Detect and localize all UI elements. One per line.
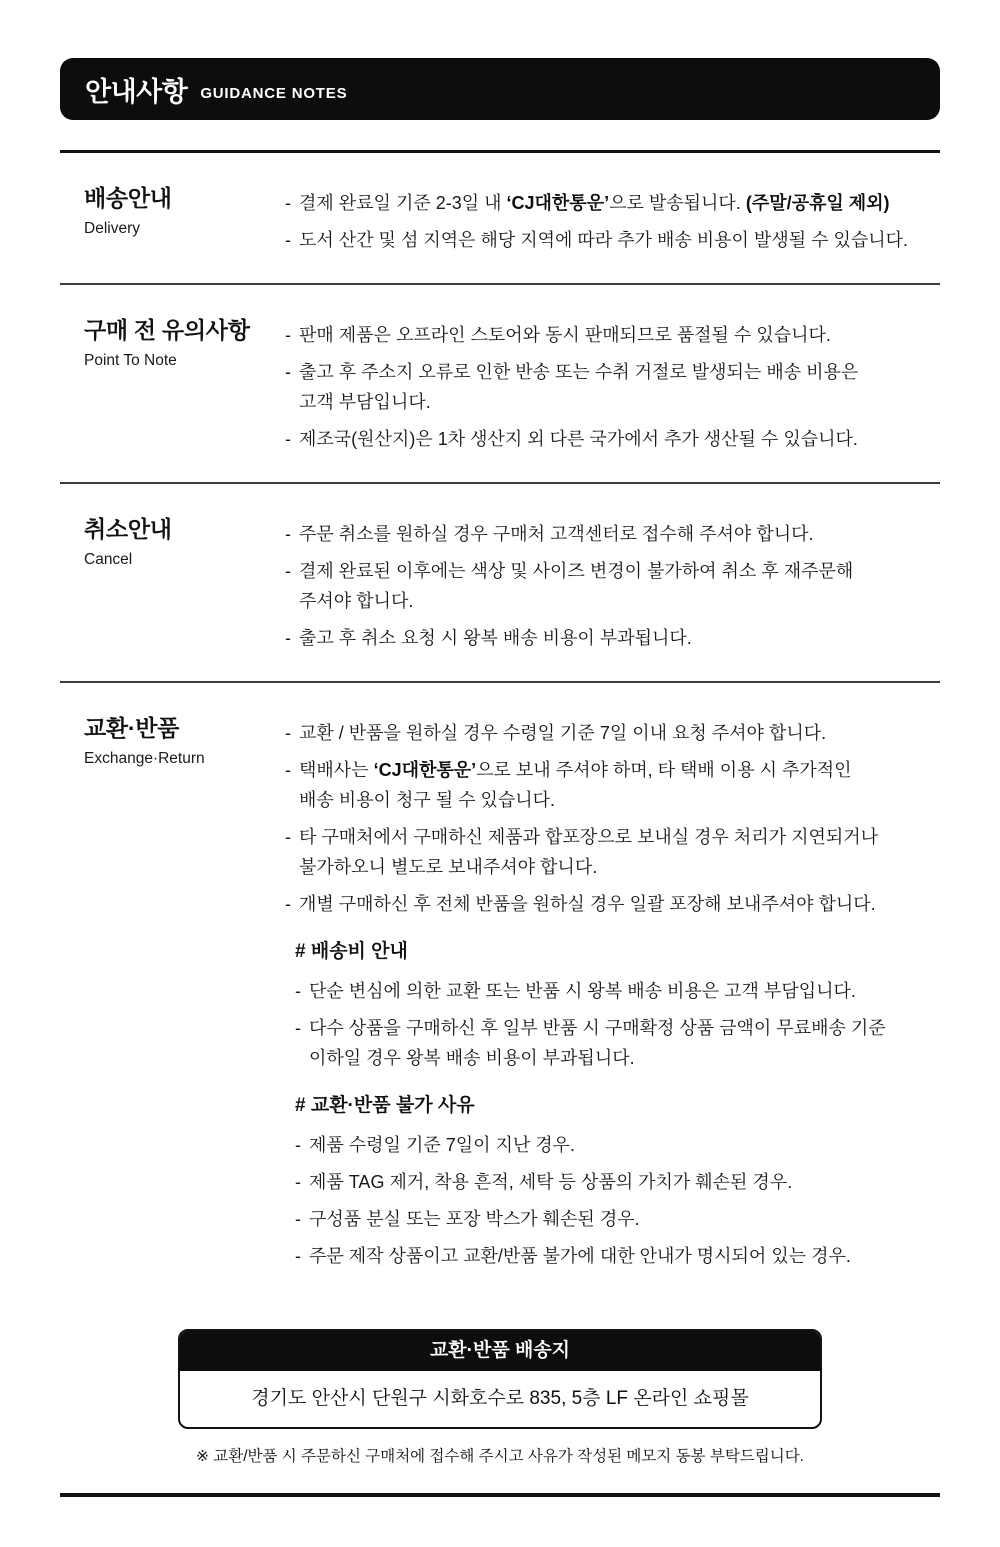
- bullet-item: [295, 1130, 940, 1160]
- bullet-dash: -: [285, 362, 291, 382]
- bullet-text: [299, 755, 852, 815]
- plain-text: 주문 취소를 원하실 경우 구매처 고객센터로 접수해 주셔야 합니다.: [299, 524, 814, 544]
- plain-text: 으로 보내 주셔야 하며, 타 택배 이용 시 추가적인: [476, 760, 852, 780]
- bullet-text: [299, 556, 853, 616]
- bullet-text: [299, 357, 858, 417]
- plain-text: 택배사는: [299, 760, 374, 780]
- bullet-item: [285, 718, 940, 748]
- bullet-item: [285, 519, 940, 549]
- bullet-text: [309, 1130, 575, 1160]
- bullet-dash: -: [285, 429, 291, 449]
- subsection-heading: # 배송비 안내: [295, 941, 408, 962]
- bullet-dash: -: [285, 325, 291, 345]
- bullet-dash: -: [285, 524, 291, 544]
- bullet-item: [285, 889, 940, 919]
- bullet-item: [295, 1241, 940, 1271]
- page-title: 안내사항: [85, 76, 188, 107]
- bullet-text: [309, 1204, 640, 1234]
- page-subtitle: GUIDANCE NOTES: [200, 84, 348, 102]
- plain-text: 단순 변심에 의한 교환 또는 반품 시 왕복 배송 비용은 고객 부담입니다.: [309, 981, 856, 1001]
- section-header: [60, 185, 285, 255]
- section-subtitle: Delivery: [84, 219, 140, 237]
- bullet-item: [285, 357, 940, 417]
- plain-text: 도서 산간 및 섬 지역은 해당 지역에 따라 추가 배송 비용이 발생될 수 있습니다.: [299, 230, 909, 250]
- bullet-item: [295, 1204, 940, 1234]
- plain-text: 구성품 분실 또는 포장 박스가 훼손된 경우.: [309, 1209, 640, 1229]
- bullet-dash: -: [295, 1172, 301, 1192]
- section-title: 교환·반품: [84, 715, 180, 741]
- section-subtitle: Point To Note: [84, 351, 177, 369]
- section-items: [285, 317, 940, 454]
- plain-text: 제품 TAG 제거, 착용 흔적, 세탁 등 상품의 가치가 훼손된 경우.: [309, 1172, 793, 1192]
- bullet-dash: -: [285, 827, 291, 847]
- plain-text: 배송 비용이 청구 될 수 있습니다.: [299, 790, 556, 810]
- section-subtitle: Cancel: [84, 550, 133, 568]
- bullet-text: [299, 889, 876, 919]
- bullet-item: [285, 556, 940, 616]
- plain-text: 타 구매처에서 구매하신 제품과 합포장으로 보내실 경우 처리가 지연되거나: [299, 827, 879, 847]
- section-header: [60, 317, 285, 454]
- section-point-to-note: [60, 283, 940, 482]
- bullet-item: [285, 822, 940, 882]
- bold-text: ‘CJ대한통운’: [373, 760, 477, 780]
- bullet-item: [295, 976, 940, 1006]
- section-cancel: [60, 482, 940, 681]
- bullet-text: [299, 822, 878, 882]
- section-title: 취소안내: [84, 516, 172, 542]
- bullet-dash: -: [285, 561, 291, 581]
- bullet-dash: -: [295, 981, 301, 1001]
- subsection-heading: # 교환·반품 불가 사유: [295, 1095, 475, 1116]
- bullet-text: [299, 424, 858, 454]
- bullet-dash: -: [285, 760, 291, 780]
- plain-text: 이하일 경우 왕복 배송 비용이 부과됩니다.: [309, 1048, 635, 1068]
- bullet-dash: -: [285, 193, 291, 213]
- plain-text: 출고 후 취소 요청 시 왕복 배송 비용이 부과됩니다.: [299, 628, 692, 648]
- bullet-dash: -: [295, 1246, 301, 1266]
- bullet-text: [299, 320, 831, 350]
- bottom-divider: [60, 1493, 940, 1497]
- plain-text: 제품 수령일 기준 7일이 지난 경우.: [309, 1135, 576, 1155]
- bullet-item: [285, 755, 940, 815]
- section-title: 배송안내: [84, 185, 172, 211]
- bullet-item: [285, 320, 940, 350]
- bullet-dash: -: [285, 894, 291, 914]
- section-exchange-return: [60, 681, 940, 1299]
- plain-text: 으로 발송됩니다.: [609, 193, 746, 213]
- plain-text: 교환 / 반품을 원하실 경우 수령일 기준 7일 이내 요청 주셔야 합니다.: [299, 723, 827, 743]
- bullet-text: [299, 718, 826, 748]
- bullet-item: [285, 225, 940, 255]
- bullet-text: [299, 188, 890, 218]
- bullet-text: [309, 1013, 886, 1073]
- guidance-header-bar: [60, 58, 940, 120]
- section-header: [60, 715, 285, 1271]
- plain-text: 개별 구매하신 후 전체 반품을 원하실 경우 일괄 포장해 보내주셔야 합니다.: [299, 894, 876, 914]
- bold-text: (주말/공휴일 제외): [745, 193, 890, 213]
- plain-text: 판매 제품은 오프라인 스토어와 동시 판매되므로 품절될 수 있습니다.: [299, 325, 831, 345]
- sections: [60, 150, 940, 1299]
- plain-text: 주문 제작 상품이고 교환/반품 불가에 대한 안내가 명시되어 있는 경우.: [309, 1246, 851, 1266]
- return-address-box: [178, 1329, 822, 1429]
- bullet-text: [299, 225, 908, 255]
- bullet-item: [285, 424, 940, 454]
- return-address-title: 교환·반품 배송지: [180, 1331, 820, 1371]
- plain-text: 결제 완료된 이후에는 색상 및 사이즈 변경이 불가하여 취소 후 재주문해: [299, 561, 854, 581]
- bullet-item: [295, 1167, 940, 1197]
- section-items: [285, 516, 940, 653]
- plain-text: 다수 상품을 구매하신 후 일부 반품 시 구매확정 상품 금액이 무료배송 기준: [309, 1018, 886, 1038]
- bullet-text: [309, 1241, 851, 1271]
- footnote: ※ 교환/반품 시 주문하신 구매처에 접수해 주시고 사유가 작성된 메모지 동봉 부탁드립니다.: [195, 1448, 804, 1465]
- plain-text: 출고 후 주소지 오류로 인한 반송 또는 수취 거절로 발생되는 배송 비용은: [299, 362, 859, 382]
- plain-text: 불가하오니 별도로 보내주셔야 합니다.: [299, 857, 598, 877]
- bold-text: ‘CJ대한통운’: [506, 193, 610, 213]
- section-header: [60, 516, 285, 653]
- section-subtitle: Exchange·Return: [84, 749, 205, 767]
- section-items: [285, 715, 940, 1271]
- bullet-dash: -: [285, 723, 291, 743]
- bullet-item: [295, 1013, 940, 1073]
- plain-text: 주셔야 합니다.: [299, 591, 414, 611]
- plain-text: 결제 완료일 기준 2-3일 내: [299, 193, 507, 213]
- bullet-dash: -: [295, 1135, 301, 1155]
- bullet-text: [299, 623, 692, 653]
- bullet-dash: -: [285, 628, 291, 648]
- bullet-dash: -: [295, 1209, 301, 1229]
- section-delivery: [60, 153, 940, 283]
- bullet-item: [285, 623, 940, 653]
- return-address: 경기도 안산시 단원구 시화호수로 835, 5층 LF 온라인 쇼핑몰: [251, 1388, 749, 1409]
- section-title: 구매 전 유의사항: [84, 317, 250, 343]
- bullet-dash: -: [285, 230, 291, 250]
- plain-text: 제조국(원산지)은 1차 생산지 외 다른 국가에서 추가 생산될 수 있습니다.: [299, 429, 858, 449]
- bullet-text: [309, 976, 856, 1006]
- bullet-text: [299, 519, 813, 549]
- section-items: [285, 185, 940, 255]
- plain-text: 고객 부담입니다.: [299, 392, 431, 412]
- bullet-dash: -: [295, 1018, 301, 1038]
- bullet-text: [309, 1167, 792, 1197]
- bullet-item: [285, 188, 940, 218]
